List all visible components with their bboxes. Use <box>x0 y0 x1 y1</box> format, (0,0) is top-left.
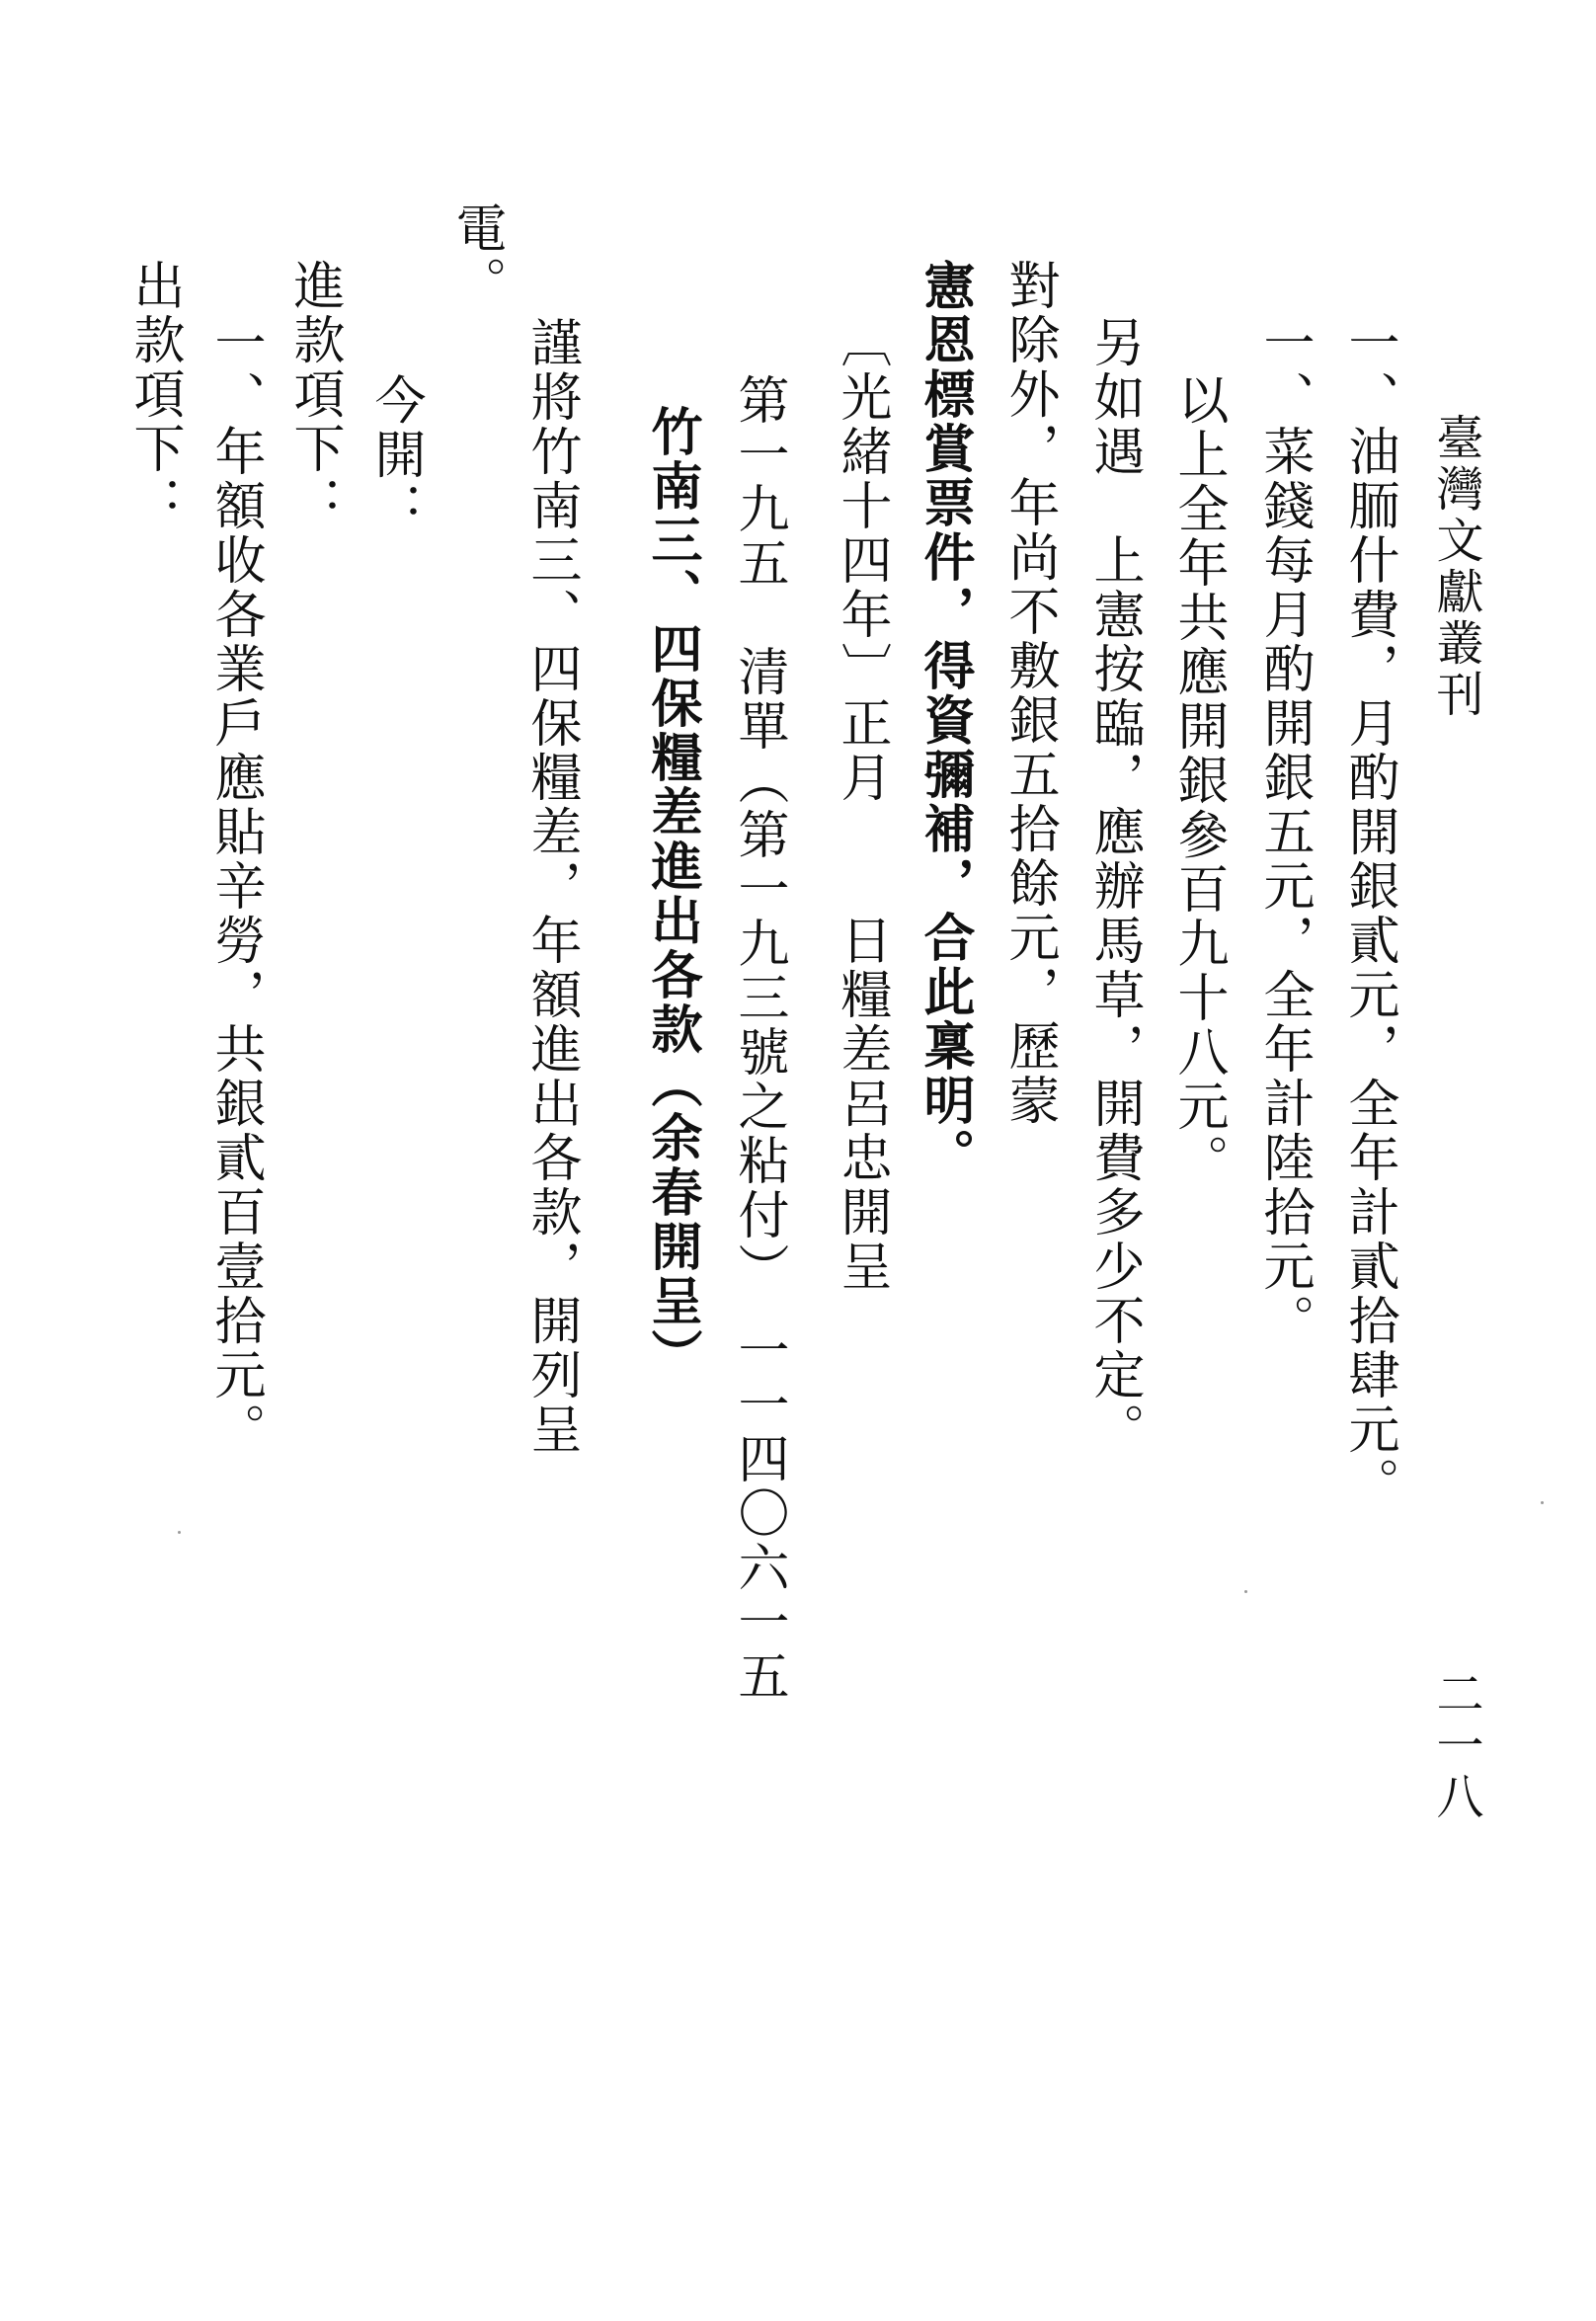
text-column-2: 一、菜錢每月酌開銀五元，全年計陸拾元。 <box>1254 316 1314 1348</box>
text-column-1: 一、油胹什費，月酌開銀貳元，全年計貳拾肆元。 <box>1339 316 1398 1511</box>
scan-speck <box>178 1531 181 1534</box>
income-heading: 進款項下： <box>284 259 344 530</box>
date-signature-line: 〔光緒十四年〕正月 日糧差呂忠開呈 <box>832 316 891 1294</box>
expense-heading: 出款項下： <box>124 259 184 530</box>
scan-speck <box>1541 1501 1544 1504</box>
text-column-6: 憲恩標賞票件，得資彌補，合此稟明。 <box>915 259 974 1182</box>
text-column-5: 對除外，年尚不敷銀五拾餘元，歷蒙 <box>999 259 1059 1128</box>
list-heading-jin-kai: 今開： <box>365 373 425 536</box>
document-code: 一一四〇六一五 <box>729 1323 788 1704</box>
scan-speck <box>1244 1590 1247 1593</box>
text-column-3: 以上全年共應開銀參百九十八元。 <box>1168 373 1228 1188</box>
document-heading: 第一九五 清單（第一九三號之粘付） <box>729 373 788 1297</box>
text-column-11: 電。 <box>446 201 506 310</box>
text-column-4: 另如遇 上憲按臨，應辦馬草，開費多少不定。 <box>1084 316 1144 1457</box>
text-column-10: 謹將竹南三、四保糧差，年額進出各款，開列呈 <box>521 316 581 1457</box>
page-number: 二一八 <box>1428 1669 1483 1823</box>
document-title: 竹南三、四保糧差進出各款（余春開呈） <box>642 405 701 1383</box>
income-item-1: 一、年額收各業戶應貼辛勞，共銀貳百壹拾元。 <box>205 316 265 1457</box>
series-title: 臺灣文獻叢刊 <box>1428 413 1483 721</box>
